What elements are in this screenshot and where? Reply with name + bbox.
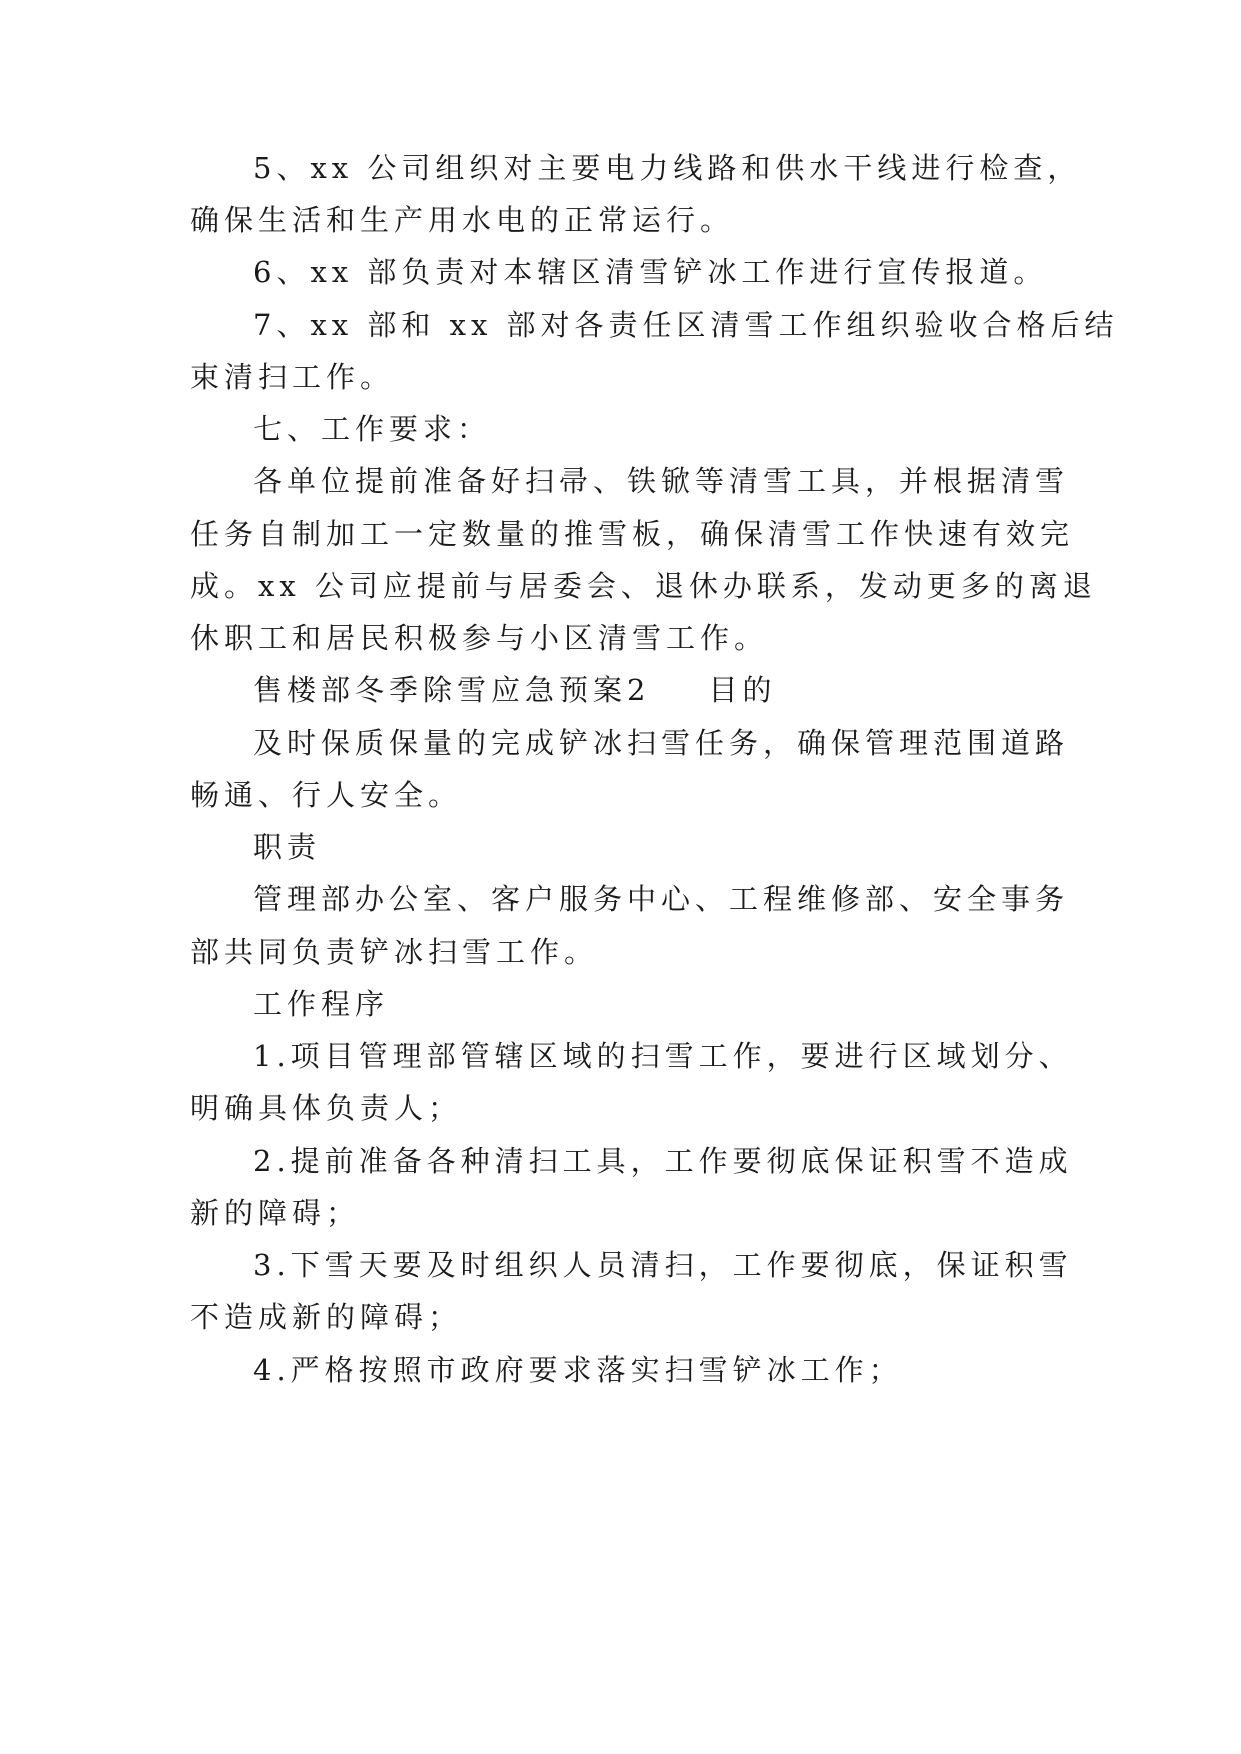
section-heading: 目的 [708,673,777,707]
paragraph-line: 休职工和居民积极参与小区清雪工作。 [190,621,769,655]
paragraph-line: 3.下雪天要及时组织人员清扫，工作要彻底，保证积雪 [253,1248,1073,1282]
paragraph-line: 不造成新的障碍； [190,1300,463,1334]
paragraph-line: 束清扫工作。 [190,360,395,394]
plan-title-line [253,668,1133,712]
paragraph-line: 任务自制加工一定数量的推雪板，确保清雪工作快速有效完 [190,517,1075,551]
section-heading: 职责 [253,830,322,864]
paragraph-line: 确保生活和生产用水电的正常运行。 [190,203,735,237]
paragraph-line: 6、xx 部负责对本辖区清雪铲冰工作进行宣传报道。 [253,255,1048,289]
paragraph-line: 各单位提前准备好扫帚、铁锨等清雪工具，并根据清雪 [253,464,1070,498]
paragraph-line: 及时保质保量的完成铲冰扫雪任务，确保管理范围道路 [253,726,1070,760]
plan-title: 售楼部冬季除雪应急预案2 [253,673,651,707]
paragraph-line: 5、xx 公司组织对主要电力线路和供水干线进行检查， [253,151,1082,185]
paragraph-line: 管理部办公室、客户服务中心、工程维修部、安全事务 [253,882,1070,916]
paragraph-line: 成。xx 公司应提前与居委会、退休办联系，发动更多的离退 [190,569,1097,603]
paragraph-line: 畅通、行人安全。 [190,778,463,812]
paragraph-line: 1.项目管理部管辖区域的扫雪工作，要进行区域划分、 [253,1039,1073,1073]
section-heading: 七、工作要求： [253,412,492,446]
paragraph-line: 7、xx 部和 xx 部对各责任区清雪工作组织验收合格后结 [253,308,1119,342]
paragraph-line: 明确具体负责人； [190,1091,463,1125]
paragraph-line: 部共同负责铲冰扫雪工作。 [190,935,599,969]
paragraph-line: 新的障碍； [190,1196,361,1230]
paragraph-line: 4.严格按照市政府要求落实扫雪铲冰工作； [253,1353,903,1387]
paragraph-line: 2.提前准备各种清扫工具，工作要彻底保证积雪不造成 [253,1144,1073,1178]
section-heading: 工作程序 [253,987,390,1021]
